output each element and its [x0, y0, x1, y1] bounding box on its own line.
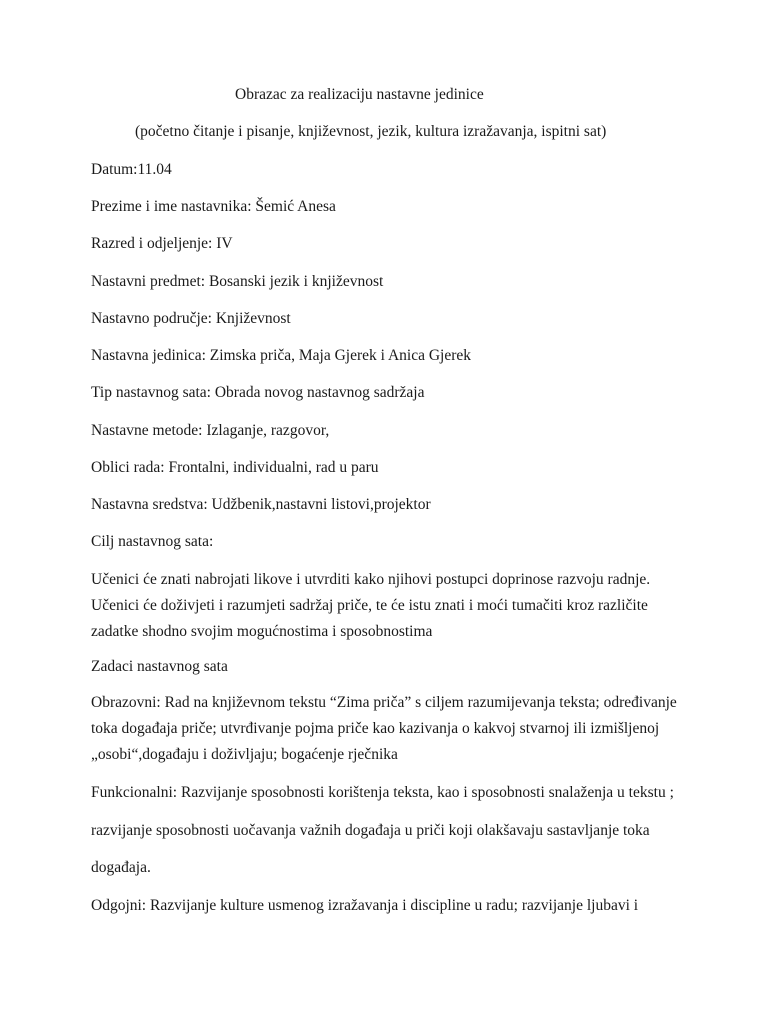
field-metode: Nastavne metode: Izlaganje, razgovor, [91, 422, 330, 439]
field-razred: Razred i odjeljenje: IV [91, 235, 233, 252]
obrazovni-line: toka događaja priče; utvrđivanje pojma priče kao kazivanja o kakvoj stvarnoj ili izmišljenoj [91, 720, 660, 737]
field-sredstva: Nastavna sredstva: Udžbenik,nastavni listovi,projektor [91, 496, 431, 513]
document-subtitle: (početno čitanje i pisanje, književnost, jezik, kultura izražavanja, ispitni sat) [135, 123, 607, 140]
field-datum: Datum:11.04 [91, 161, 172, 178]
funkcionalni-line: Funkcionalni: Razvijanje sposobnosti korištenja teksta, kao i sposobnosti snalaženja u tekstu ; [91, 784, 674, 801]
field-nastavnik: Prezime i ime nastavnika: Šemić Anesa [91, 198, 336, 215]
field-podrucje: Nastavno područje: Književnost [91, 310, 291, 327]
odgojni-line: Odgojni: Razvijanje kulture usmenog izražavanja i discipline u radu; razvijanje ljubavi i [91, 897, 639, 914]
field-predmet: Nastavni predmet: Bosanski jezik i književnost [91, 273, 384, 290]
cilj-heading: Cilj nastavnog sata: [91, 533, 214, 550]
cilj-line: zadatke shodno svojim mogućnostima i sposobnostima [91, 623, 433, 640]
funkcionalni-line: događaja. [91, 859, 151, 876]
cilj-line: Učenici će doživjeti i razumjeti sadržaj priče, te će istu znati i moći tumačiti kroz različite [91, 597, 648, 614]
document-title: Obrazac za realizaciju nastavne jedinice [235, 86, 484, 103]
zadaci-heading: Zadaci nastavnog sata [91, 658, 228, 675]
funkcionalni-line: razvijanje sposobnosti uočavanja važnih događaja u priči koji olakšavaju sastavljanje toka [91, 822, 650, 839]
obrazovni-line: Obrazovni: Rad na književnom tekstu “Zima priča” s ciljem razumijevanja teksta; određivanje [91, 694, 677, 711]
field-jedinica: Nastavna jedinica: Zimska priča, Maja Gjerek i Anica Gjerek [91, 347, 472, 364]
field-oblici: Oblici rada: Frontalni, individualni, rad u paru [91, 459, 379, 476]
obrazovni-line: „osobi“,događaju i doživljaju; bogaćenje rječnika [91, 746, 398, 763]
field-tip-sata: Tip nastavnog sata: Obrada novog nastavnog sadržaja [91, 384, 425, 401]
cilj-line: Učenici će znati nabrojati likove i utvrditi kako njihovi postupci doprinose razvoju radnje. [91, 571, 651, 588]
